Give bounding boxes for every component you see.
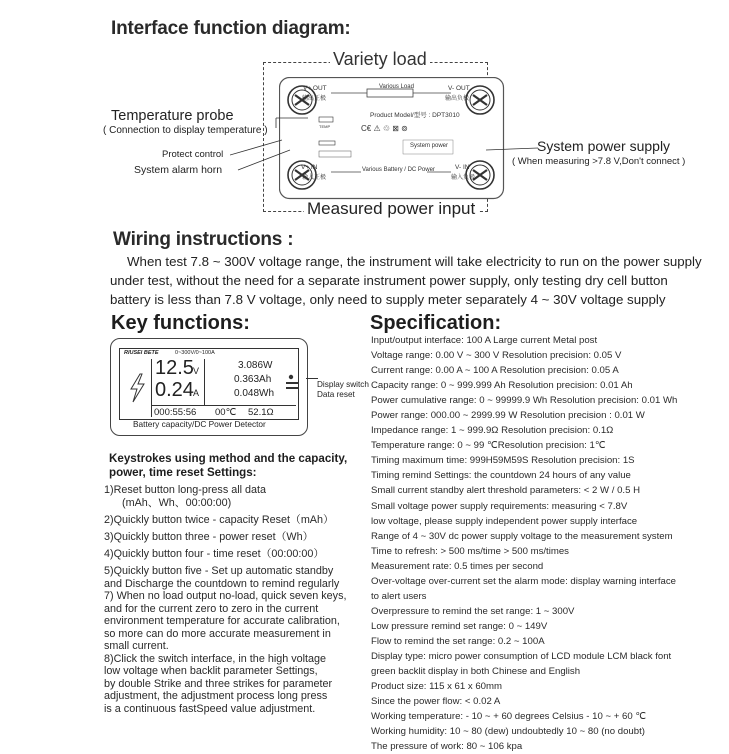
key-item: 5)Quickly button five - Set up automatic standby [104,565,334,578]
lcd-temp-unit: 00℃ [215,407,237,418]
keystroke-list [104,484,366,715]
key-button-icon[interactable] [284,372,306,394]
spec-line: Display type: micro power consumption of LCD module LCM black font [371,650,672,662]
wiring-line-1: When test 7.8 ~ 300V voltage range, the instrument will take electricity to run on the power supply [127,254,702,269]
spec-line: Timing maximum time: 999H59M59S Resolution precision: 1S [371,455,635,467]
alarm-horn-label: System alarm horn [134,164,223,176]
lcd-energy: 0.048Wh [234,388,275,399]
key-item: environment temperature for accurate calibration, [104,615,340,628]
key-item: is a continuous fastSpeed value adjustment. [104,702,316,715]
diagram-title: Interface function diagram: [111,18,351,39]
vout-minus-cn-label: 输出负极 [445,96,470,102]
spec-line: Over-voltage over-current set the alarm mode: display warning interface [371,575,677,587]
lcd-time: 000:55:56 [154,407,197,418]
key-item: 3)Quickly button three - power reset（Wh） [104,531,314,544]
spec-line: Low pressure remind set range: 0 ~ 149V [371,620,548,632]
key-functions-title: Key functions: [111,312,250,334]
svg-text:TEMP: TEMP [319,124,331,129]
spec-title: Specification: [370,312,502,334]
wiring-line-3: battery is less than 7.8 V voltage, only need to supply meter separately 4 ~ 30V voltage supply [110,292,666,307]
spec-line: Power cumulative range: 0 ~ 99999.9 Wh Resolution precision: 0.01 Wh [371,395,678,407]
key-item: small current. [104,640,169,653]
key-item: low voltage when backlit parameter Settings, [104,665,318,678]
spec-line: Current range: 0.00 A ~ 100 A Resolution precision: 0.05 A [371,365,619,377]
spec-line: Since the power flow: < 0.02 A [371,696,501,708]
spec-line: Working humidity: 10 ~ 80 (dew) undoubtedly 10 ~ 80 (no doubt) [371,726,645,738]
svg-text:C€ ⚠ ♲ ⊠ ⊚: C€ ⚠ ♲ ⊠ ⊚ [361,124,408,133]
keystroke-subtitle: Keystrokes using method and the capacity, power, time reset Settings: [109,452,348,479]
product-model-label: Product Model/型号 : DPT3010 [370,112,460,119]
spec-line: Measurement rate: 0.5 times per second [371,560,544,572]
spec-line: Range of 4 ~ 30V dc power supply voltage to the measurement system [371,530,673,542]
spec-line: low voltage, please supply independent power supply interface [371,515,638,527]
key-item: and for the current zero to zero in the current [104,602,319,615]
right-leader-line [486,140,541,160]
vout-plus-cn-label: 输出正极 [302,96,327,102]
spec-line: Time to refresh: > 500 ms/time > 500 ms/times [371,545,569,557]
spec-line: Voltage range: 0.00 V ~ 300 V Resolution precision: 0.05 V [371,350,622,362]
vin-plus-cn-label: 输入正极 [302,175,327,181]
button-port-icon [319,141,335,145]
system-power-small-label: System power [410,143,449,149]
protect-control-label: Protect control [162,149,224,160]
left-leader-lines [230,100,320,180]
key-item: so more can do more accurate measurement in [104,627,331,640]
spec-line: Power range: 000.00 ~ 2999.99 W Resolution precision : 0.01 W [371,410,645,422]
spec-line: to alert users [371,590,427,602]
spec-line: Small voltage power supply requirements: measuring < 7.8V [371,500,628,512]
spec-line: Product size: 115 x 61 x 60mm [371,681,502,693]
spec-line: green backlit display in both Chinese and English [371,666,581,678]
spec-line: Flow to remind the set range: 0.2 ~ 100A [371,635,545,647]
spec-line: Input/output interface: 100 A Large current Metal post [371,335,598,346]
various-load-label: Various Load [379,84,414,90]
lcd-current: 0.24 [155,379,194,401]
display-switch-label: Display switch [317,380,369,389]
key-item: 4)Quickly button four - time reset（00:00:00） [104,548,325,561]
key-item: adjustment, the adjustment process long press [104,690,328,703]
spec-line: Timing remind Settings: the countdown 24 hours of any value [371,470,631,482]
spec-list [371,333,677,754]
spec-line: Working temperature: - 10 ~ + 60 degrees Celsius - 10 ~ + 60 ℃ [371,711,647,723]
lightning-icon [128,373,146,403]
vin-minus-label: V- IN [455,164,470,171]
key-item: 7) When no load output no-load, quick seven keys, [104,590,347,603]
lcd-voltage: 12.5 [155,357,194,379]
lcd-brand: RIUSEI BETE [124,350,159,356]
spec-line: Overpressure to remind the set range: 1 ~ 300V [371,605,575,617]
vout-plus-label: V+ OUT [303,85,327,92]
terminal-top-right-icon [466,86,494,114]
various-battery-label: Various Battery / DC Power [362,167,435,173]
lcd-capacity: 0.363Ah [234,374,272,385]
temp-probe-label: Temperature probe [111,108,234,124]
lcd-voltage-unit: V [193,366,200,376]
spec-line: Temperature range: 0 ~ 99 ℃Resolution precision: 1℃ [371,440,606,452]
spec-line: Impedance range: 1 ~ 999.9Ω Resolution precision: 0.1Ω [371,425,614,437]
lcd-device [110,338,308,436]
spec-line: Small current standby alert threshold parameters: < 2 W / 0.5 H [371,485,641,497]
measured-input-label: Measured power input [304,199,478,219]
spec-line: The pressure of work: 80 ~ 106 kpa [371,741,523,753]
lcd-temp: 52.1Ω [248,407,274,418]
key-item: 8)Click the switch interface, in the high voltage [104,652,327,665]
wiring-title: Wiring instructions : [113,229,294,250]
key-item: and Discharge the countdown to remind regularly [104,577,340,590]
lcd-screen [119,348,299,420]
spec-line: Capacity range: 0 ~ 999.999 Ah Resolution precision: 0.01 Ah [371,380,633,392]
data-reset-label: Data reset [317,390,355,399]
wiring-line-2: under test, without the need for a separate instrument power supply, only testing dry cell button [110,273,668,288]
lcd-caption: Battery capacity/DC Power Detector [133,419,266,429]
ce-mark-icon [361,124,408,133]
key-item: (mAh、Wh、00:00:00) [122,497,232,510]
system-power-sub: ( When measuring >7.8 V,Don't connect ) [512,156,686,167]
key-item: 1)Reset button long-press all data [104,484,267,496]
vin-plus-label: V+ IN [301,164,318,171]
lcd-power: 3.086W [238,360,273,371]
key-item: by double Strike and three strikes for parameter [104,677,333,690]
vout-minus-label: V- OUT [448,85,470,92]
variety-load-label: Variety load [330,49,430,70]
lcd-range: 0~300V/0~100A [175,350,215,356]
system-power-label: System power supply [537,138,671,154]
lcd-current-unit: A [193,388,200,398]
vin-minus-cn-label: 输入负极 [451,175,476,181]
key-item: 2)Quickly button twice - capacity Reset（mAh） [104,514,334,527]
temp-probe-sub: ( Connection to display temperature ) [103,125,268,136]
